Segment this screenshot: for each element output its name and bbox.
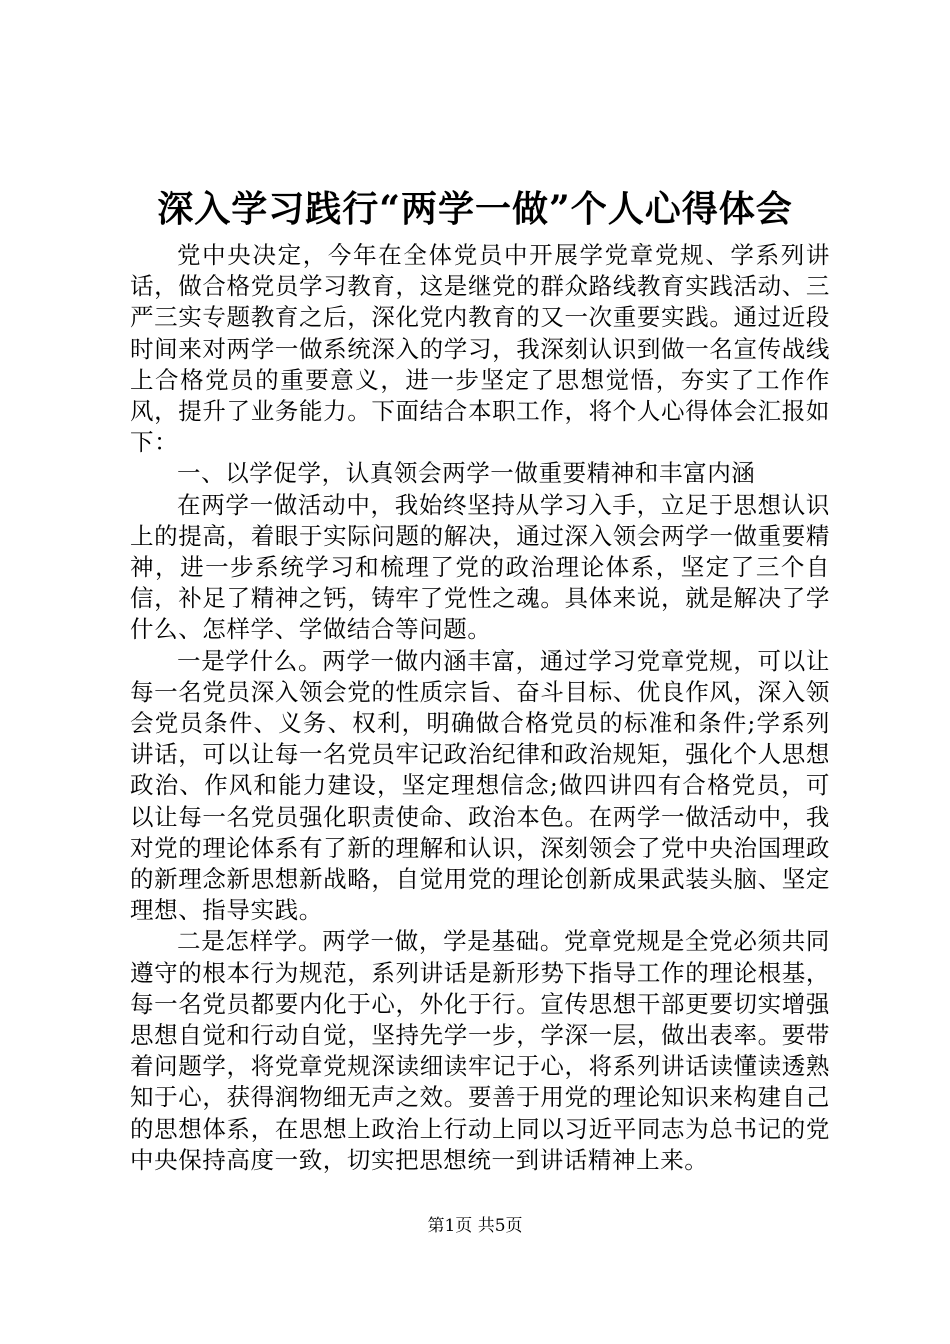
document-title: 深入学习践行“两学一做”个人心得体会 (157, 188, 793, 230)
paragraph-how-to-learn: 二是怎样学。两学一做，学是基础。党章党规是全党必须共同遵守的根本行为规范，系列讲话是新形势下指导工作的理论根基，每一名党员都要内化于心，外化于行。宣传思想干部更要切实增强思想自觉和行动自觉，坚持先学一步，学深一层，做出表率。要带着问题学，将党章党规深读细读牢记于心，将系列讲话读懂读透熟知于心，获得润物细无声之效。要善于用党的理论知识来构建自己的思想体系，在思想上政治上行动上同以习近平同志为总书记的党中央保持高度一致，切实把思想统一到讲话精神上来。 (130, 927, 830, 1174)
page-number-footer: 第1页 共5页 (427, 1216, 523, 1236)
document-body (130, 240, 830, 1176)
section-heading-1: 一、以学促学，认真领会两学一做重要精神和丰富内涵 (177, 459, 756, 488)
paragraph-intro: 党中央决定，今年在全体党员中开展学党章党规、学系列讲话，做合格党员学习教育，这是继党的群众路线教育实践活动、三严三实专题教育之后，深化党内教育的又一次重要实践。通过近段时间来对两学一做系统深入的学习，我深刻认识到做一名宣传战线上合格党员的重要意义，进一步坚定了思想觉悟，夯实了工作作风，提升了业务能力。下面结合本职工作，将个人心得体会汇报如下： (130, 241, 830, 457)
paragraph-what-to-learn: 一是学什么。两学一做内涵丰富，通过学习党章党规，可以让每一名党员深入领会党的性质宗旨、奋斗目标、优良作风，深入领会党员条件、义务、权利，明确做合格党员的标准和条件;学系列讲话，可以让每一名党员牢记政治纪律和政治规矩，强化个人思想政治、作风和能力建设，坚定理想信念;做四讲四有合格党员，可以让每一名党员强化职责使命、政治本色。在两学一做活动中，我对党的理论体系有了新的理解和认识，深刻领会了党中央治国理政的新理念新思想新战略，自觉用党的理论创新成果武装头脑、坚定理想、指导实践。 (130, 646, 830, 925)
paragraph-section-1: 在两学一做活动中，我始终坚持从学习入手，立足于思想认识上的提高，着眼于实际问题的解决，通过深入领会两学一做重要精神，进一步系统学习和梳理了党的政治理论体系，坚定了三个自信，补足了精神之钙，铸牢了党性之魂。具体来说，就是解决了学什么、怎样学、学做结合等问题。 (130, 490, 830, 644)
